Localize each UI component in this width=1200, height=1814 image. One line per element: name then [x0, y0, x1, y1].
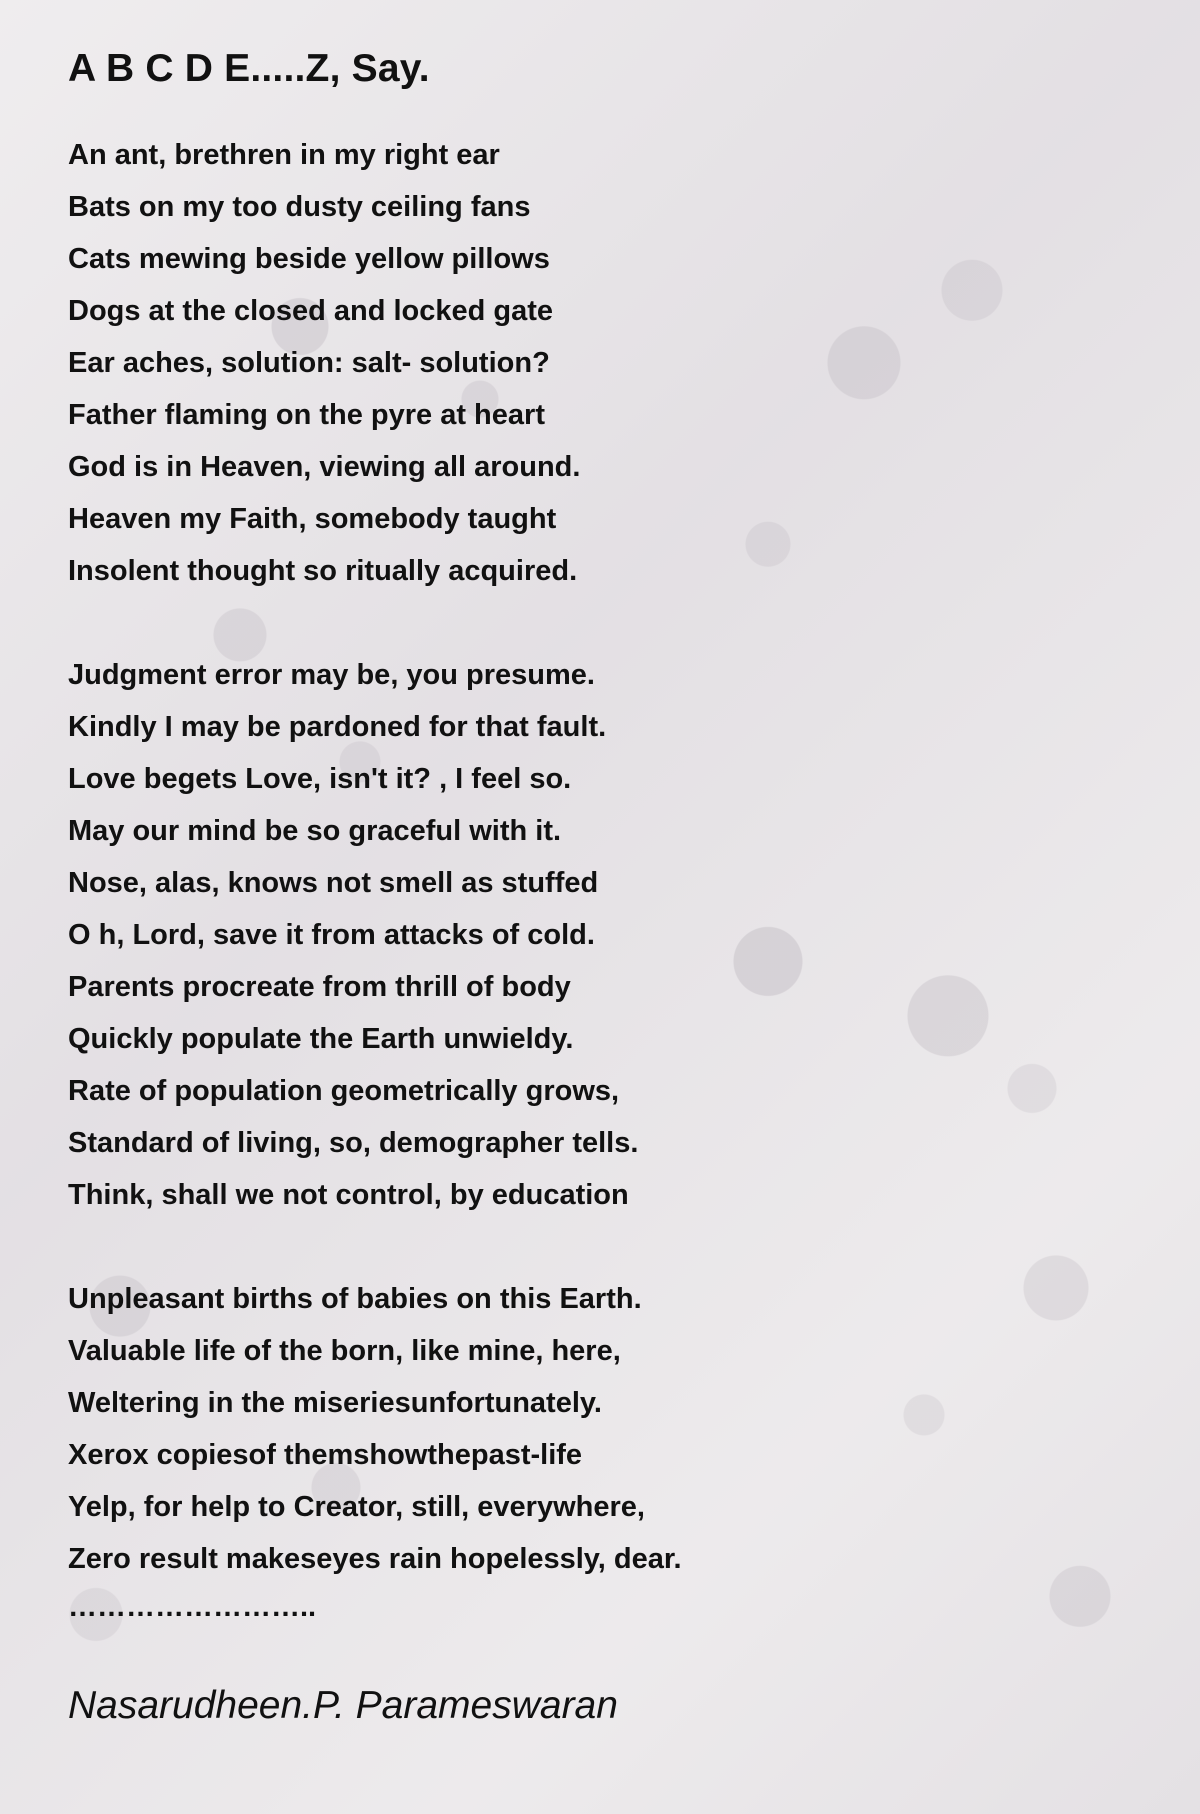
trailing-dots: ……………………..	[68, 1590, 317, 1623]
poem-line: May our mind be so graceful with it.	[68, 814, 562, 847]
poem-line: O h, Lord, save it from attacks of cold.	[68, 918, 595, 951]
poem-line: Insolent thought so ritually acquired.	[68, 554, 578, 587]
poem-line: Standard of living, so, demographer tells.	[68, 1126, 639, 1159]
author-name: Nasarudheen.P. Parameswaran	[68, 1683, 618, 1727]
poem-line: Bats on my too dusty ceiling fans	[68, 190, 531, 223]
poem-body	[68, 129, 1108, 1633]
poem-line: Zero result makeseyes rain hopelessly, dear.	[68, 1542, 682, 1575]
stanza-3	[68, 1273, 1108, 1633]
poem-line: Dogs at the closed and locked gate	[68, 294, 554, 327]
poem-line: Quickly populate the Earth unwieldy.	[68, 1022, 574, 1055]
poem-line: Father flaming on the pyre at heart	[68, 398, 545, 431]
poem-line: Love begets Love, isn't it? , I feel so.	[68, 762, 572, 795]
stanza-1	[68, 129, 1108, 597]
poem-line: Yelp, for help to Creator, still, everywhere,	[68, 1490, 645, 1523]
poem-line: Xerox copiesof themshowthepast-life	[68, 1438, 583, 1471]
poem-line: Think, shall we not control, by education	[68, 1178, 629, 1211]
poem-line: Judgment error may be, you presume.	[68, 658, 595, 691]
poem-line: Weltering in the miseriesunfortunately.	[68, 1386, 602, 1419]
poem-line: Kindly I may be pardoned for that fault.	[68, 710, 607, 743]
stanza-2	[68, 649, 1108, 1221]
poem-line: Ear aches, solution: salt- solution?	[68, 346, 550, 379]
poem-title: A B C D E.....Z, Say.	[68, 47, 430, 90]
poem-line: God is in Heaven, viewing all around.	[68, 450, 581, 483]
poem-line: Nose, alas, knows not smell as stuffed	[68, 866, 599, 899]
poem-line: Unpleasant births of babies on this Earth.	[68, 1282, 642, 1315]
poem-line: Heaven my Faith, somebody taught	[68, 502, 557, 535]
poem-line: An ant, brethren in my right ear	[68, 138, 500, 171]
poem-line: Valuable life of the born, like mine, here,	[68, 1334, 621, 1367]
poem-page	[68, 46, 1108, 1730]
poem-line: Rate of population geometrically grows,	[68, 1074, 620, 1107]
poem-line: Parents procreate from thrill of body	[68, 970, 571, 1003]
poem-line: Cats mewing beside yellow pillows	[68, 242, 550, 275]
